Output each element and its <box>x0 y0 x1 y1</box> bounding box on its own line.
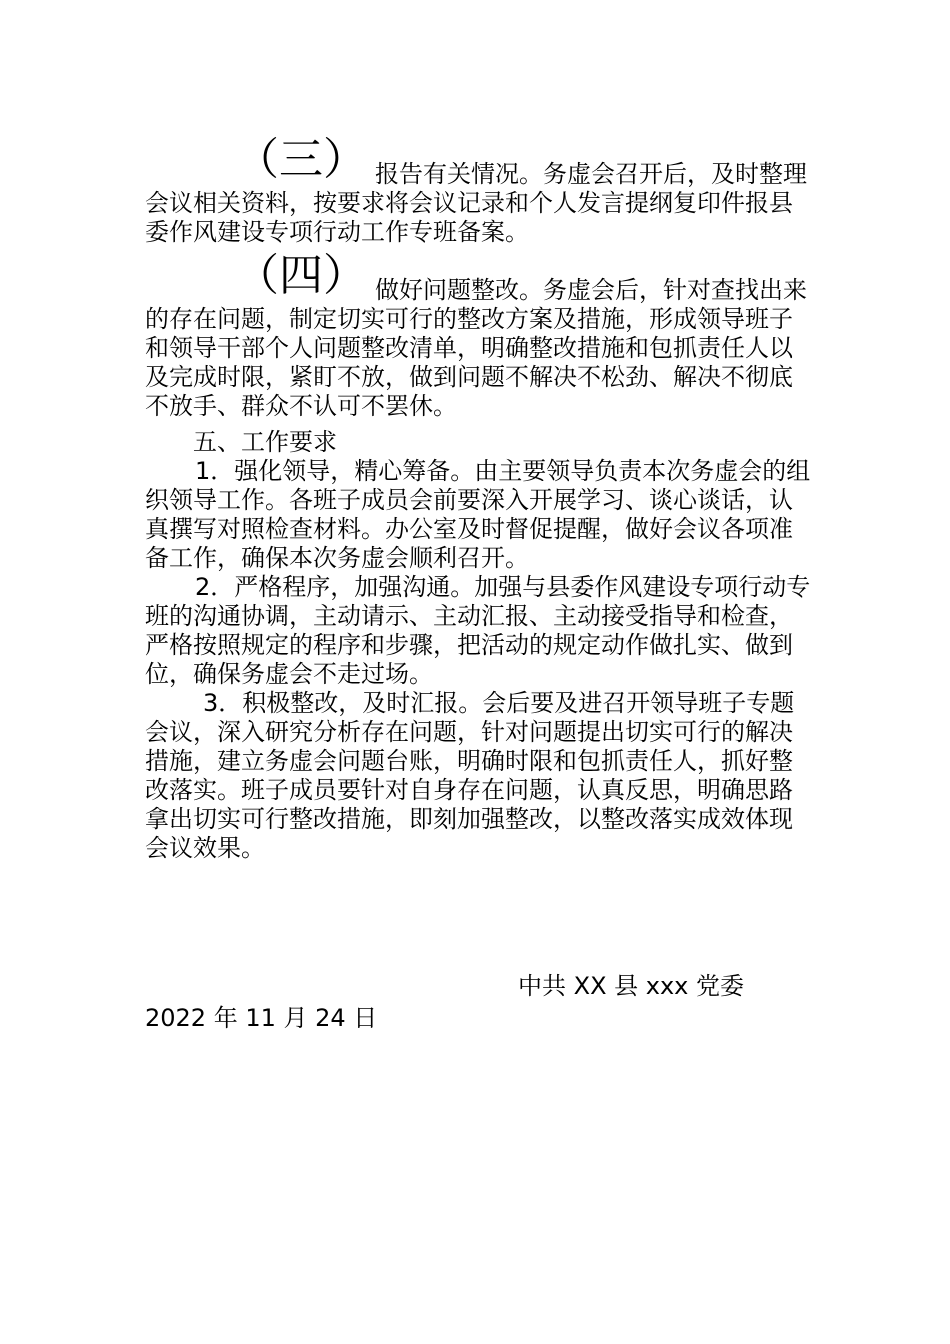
part-5-title: 五、工作要求 <box>193 428 337 456</box>
section-4-line: 和领导干部个人问题整改清单，明确整改措施和包抓责任人以 <box>145 334 793 362</box>
item-3-line: 拿出切实可行整改措施，即刻加强整改，以整改落实成效体现 <box>145 805 793 833</box>
item-3-line: 会议，深入研究分析存在问题，针对问题提出切实可行的解决 <box>145 718 793 746</box>
item-1-line: 备工作，确保本次务虚会顺利召开。 <box>145 544 529 572</box>
item-2-line: 2．严格程序，加强沟通。加强与县委作风建设专项行动专 <box>195 573 811 601</box>
item-3-line: 措施，建立务虚会问题台账，明确时限和包抓责任人，抓好整 <box>145 747 793 775</box>
signature-org: 中共 XX 县 xxx 党委 <box>518 972 745 1000</box>
item-2-line: 严格按照规定的程序和步骤，把活动的规定动作做扎实、做到 <box>145 631 793 659</box>
section-3-heading <box>145 134 810 189</box>
section-4-line: 及完成时限，紧盯不放，做到问题不解决不松劲、解决不彻底 <box>145 363 793 391</box>
section-3-first-line: 报告有关情况。务虚会召开后，及时整理 <box>375 160 807 188</box>
item-1-line: 真撰写对照检查材料。办公室及时督促提醒，做好会议各项准 <box>145 515 793 543</box>
item-1-line: 1．强化领导，精心筹备。由主要领导负责本次务虚会的组 <box>195 457 811 485</box>
section-3-line: 委作风建设专项行动工作专班备案。 <box>145 218 529 246</box>
signature-date: 2022 年 11 月 24 日 <box>145 1004 378 1032</box>
section-4-heading <box>145 250 810 305</box>
section-4-number: （四） <box>235 250 367 301</box>
section-4-first-line: 做好问题整改。务虚会后，针对查找出来 <box>375 276 807 304</box>
section-3-number: （三） <box>235 134 367 185</box>
section-3-line: 会议相关资料，按要求将会议记录和个人发言提纲复印件报县 <box>145 189 793 217</box>
section-4-line: 不放手、群众不认可不罢休。 <box>145 392 457 420</box>
item-2-line: 位，确保务虚会不走过场。 <box>145 660 433 688</box>
item-1-line: 织领导工作。各班子成员会前要深入开展学习、谈心谈话，认 <box>145 486 793 514</box>
item-3-line: 3．积极整改，及时汇报。会后要及进召开领导班子专题 <box>203 689 795 717</box>
section-4 <box>145 250 810 421</box>
section-3 <box>145 134 810 247</box>
item-3-line: 会议效果。 <box>145 834 265 862</box>
item-3-line: 改落实。班子成员要针对自身存在问题，认真反思，明确思路 <box>145 776 793 804</box>
section-4-line: 的存在问题，制定切实可行的整改方案及措施，形成领导班子 <box>145 305 793 333</box>
item-2-line: 班的沟通协调，主动请示、主动汇报、主动接受指导和检查， <box>145 602 793 630</box>
part-5 <box>145 428 810 863</box>
